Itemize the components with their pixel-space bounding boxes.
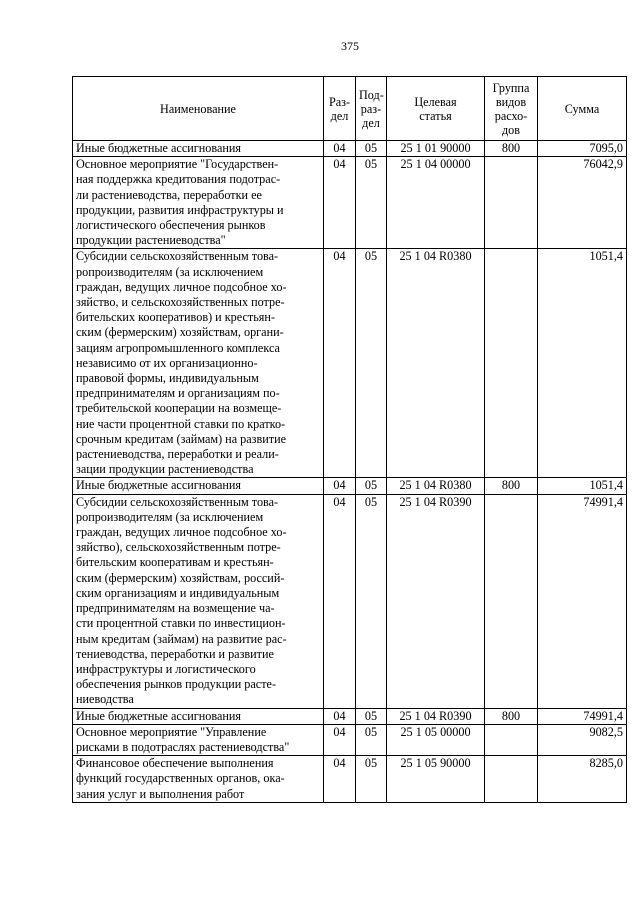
cell-section: 04 bbox=[324, 724, 356, 755]
table-row bbox=[73, 494, 627, 708]
cell-group: 800 bbox=[485, 708, 538, 724]
table-row bbox=[73, 756, 627, 803]
cell-sum: 8285,0 bbox=[538, 756, 627, 803]
cell-group: 800 bbox=[485, 478, 538, 494]
cell-group bbox=[485, 157, 538, 249]
cell-name: Финансовое обеспечение выполнения функций государственных органов, ока- зания услуг и выполнения работ bbox=[73, 756, 324, 803]
header-group: Группа видов расхо- дов bbox=[485, 77, 538, 141]
header-section: Раз- дел bbox=[324, 77, 356, 141]
cell-group bbox=[485, 724, 538, 755]
cell-name: Субсидии сельскохозяйственным това- ропроизводителям (за исключением граждан, ведущих личное подсобное хо- зяйство, и сельскохозяйственных потре- бительских кооперативов) и крестьян- ским (фермерским) хозяйствам, органи- зациям агропромышленного комплекса независимо от их организационно- правовой формы, индивидуальным предпринимателям и организациям по- требительской кооперации на возмеще- ние части процентной ставки по кратко- срочным кредитам (займам) на развитие растениеводства, переработки и реали- зации продукции растениеводства bbox=[73, 249, 324, 478]
cell-sum: 1051,4 bbox=[538, 478, 627, 494]
table-row bbox=[73, 478, 627, 494]
header-subsection: Под- раз- дел bbox=[356, 77, 387, 141]
cell-section: 04 bbox=[324, 478, 356, 494]
cell-sum: 76042,9 bbox=[538, 157, 627, 249]
cell-article: 25 1 05 90000 bbox=[387, 756, 485, 803]
cell-subsection: 05 bbox=[356, 756, 387, 803]
cell-sum: 9082,5 bbox=[538, 724, 627, 755]
cell-group bbox=[485, 756, 538, 803]
cell-group: 800 bbox=[485, 141, 538, 157]
table-header-row bbox=[73, 77, 627, 141]
cell-subsection: 05 bbox=[356, 478, 387, 494]
cell-subsection: 05 bbox=[356, 724, 387, 755]
table-row bbox=[73, 141, 627, 157]
cell-name: Иные бюджетные ассигнования bbox=[73, 708, 324, 724]
cell-name: Субсидии сельскохозяйственным това- ропроизводителям (за исключением граждан, ведущих личное подсобное хо- зяйство), сельскохозяйственным потре- бительским кооперативам и крестьян- ским (фермерским) хозяйствам, россий- ским организациям и индивидуальным предпринимателям на возмещение ча- сти процентной ставки по инвестицион- ным кредитам (займам) на развитие рас- тениеводства, переработки и развитие инфраструктуры и логистического обеспечения рынков продукции расте- ниеводства bbox=[73, 494, 324, 708]
cell-group bbox=[485, 494, 538, 708]
cell-sum: 74991,4 bbox=[538, 494, 627, 708]
cell-subsection: 05 bbox=[356, 708, 387, 724]
cell-sum: 74991,4 bbox=[538, 708, 627, 724]
cell-subsection: 05 bbox=[356, 494, 387, 708]
page-number: 375 bbox=[341, 39, 359, 53]
cell-section: 04 bbox=[324, 708, 356, 724]
cell-subsection: 05 bbox=[356, 249, 387, 478]
cell-article: 25 1 01 90000 bbox=[387, 141, 485, 157]
cell-sum: 7095,0 bbox=[538, 141, 627, 157]
cell-article: 25 1 05 00000 bbox=[387, 724, 485, 755]
cell-section: 04 bbox=[324, 494, 356, 708]
table-row bbox=[73, 724, 627, 755]
cell-sum: 1051,4 bbox=[538, 249, 627, 478]
cell-name: Основное мероприятие "Государствен- ная поддержка кредитования подотрас- ли растениеводства, переработки ее продукции, развития инфраструктуры и логистического обеспечения рынков продукции растениеводства" bbox=[73, 157, 324, 249]
cell-name: Иные бюджетные ассигнования bbox=[73, 141, 324, 157]
cell-subsection: 05 bbox=[356, 141, 387, 157]
table-body bbox=[73, 141, 627, 803]
header-name: Наименование bbox=[73, 77, 324, 141]
cell-article: 25 1 04 R0380 bbox=[387, 478, 485, 494]
cell-subsection: 05 bbox=[356, 157, 387, 249]
header-article: Целевая статья bbox=[387, 77, 485, 141]
cell-section: 04 bbox=[324, 157, 356, 249]
cell-section: 04 bbox=[324, 141, 356, 157]
cell-article: 25 1 04 R0390 bbox=[387, 708, 485, 724]
cell-article: 25 1 04 R0380 bbox=[387, 249, 485, 478]
table-row bbox=[73, 249, 627, 478]
budget-table bbox=[72, 76, 627, 803]
header-sum: Сумма bbox=[538, 77, 627, 141]
cell-name: Иные бюджетные ассигнования bbox=[73, 478, 324, 494]
cell-section: 04 bbox=[324, 756, 356, 803]
cell-section: 04 bbox=[324, 249, 356, 478]
cell-name: Основное мероприятие "Управление рисками в подотраслях растениеводства" bbox=[73, 724, 324, 755]
cell-group bbox=[485, 249, 538, 478]
cell-article: 25 1 04 R0390 bbox=[387, 494, 485, 708]
table-row bbox=[73, 708, 627, 724]
table-row bbox=[73, 157, 627, 249]
cell-article: 25 1 04 00000 bbox=[387, 157, 485, 249]
